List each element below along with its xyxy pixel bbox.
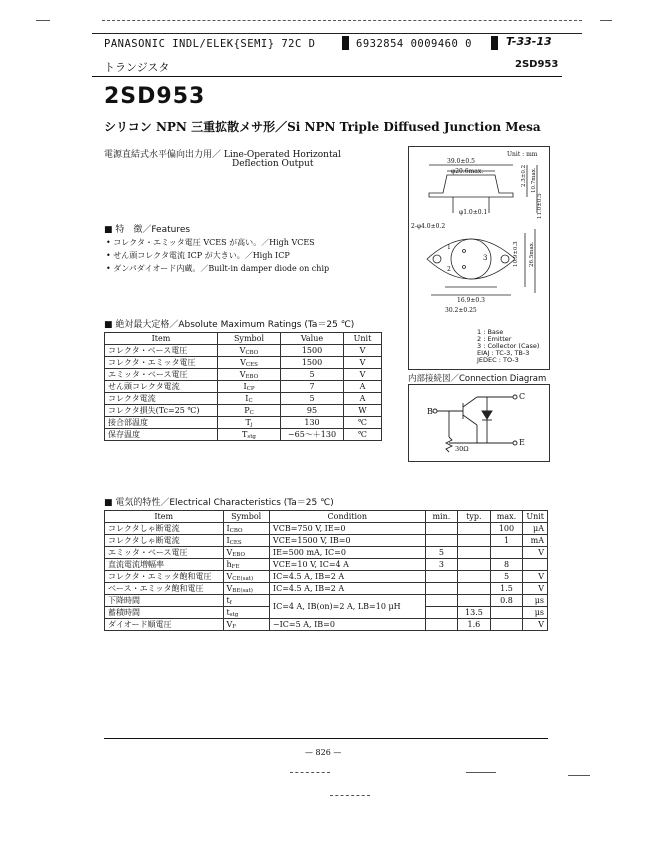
header-rule — [92, 33, 582, 34]
col-value: Value — [281, 333, 344, 345]
scan-mark — [568, 775, 590, 776]
connection-diagram — [408, 384, 550, 462]
cell-item: コレクタしゃ断電流 — [105, 523, 224, 535]
cell-item: コレクタ・ベース電圧 — [105, 345, 218, 357]
cell-condition: IE=500 mA, IC=0 — [269, 547, 425, 559]
symbol-letter: T — [245, 417, 251, 427]
cell-symbol — [223, 607, 269, 619]
symbol-subscript: CBO — [229, 527, 243, 534]
cell-max: 1.5 — [490, 583, 523, 595]
collector-terminal: C — [519, 392, 526, 401]
cell-condition: IC=4.5 A, IB=2 A — [269, 583, 425, 595]
cell-min — [425, 619, 458, 631]
cell-item: コレクタ・エミッタ飽和電圧 — [105, 571, 224, 583]
cell-value: −65～＋130 — [281, 429, 344, 441]
electrical-row — [105, 619, 548, 631]
dim-d8: 10.9±0.3 — [513, 241, 519, 267]
features-heading: ■ 特 徴／Features — [104, 225, 191, 235]
cell-unit: A — [344, 393, 382, 405]
cell-symbol — [218, 381, 281, 393]
abs-max-row — [105, 357, 382, 369]
cell-value: 1500 — [281, 345, 344, 357]
cell-condition: IC=4.5 A, IB=2 A — [269, 571, 425, 583]
cell-value: 7 — [281, 381, 344, 393]
cell-item: コレクタ・エミッタ電圧 — [105, 357, 218, 369]
cell-unit: V — [523, 547, 548, 559]
symbol-letter: I — [226, 523, 230, 533]
scan-mark — [600, 20, 612, 21]
dim-holes: 2-φ4.0±0.2 — [411, 223, 446, 230]
abs-max-row — [105, 405, 382, 417]
symbol-letter: t — [226, 607, 230, 617]
abs-max-row — [105, 417, 382, 429]
dim-d3: 2.3±0.2 — [521, 164, 527, 187]
symbol-letter: t — [226, 595, 230, 605]
unit-label: Unit : mm — [507, 151, 538, 158]
cell-unit: W — [344, 405, 382, 417]
cell-item: 蓄積時間 — [105, 607, 224, 619]
cell-symbol — [223, 619, 269, 631]
electrical-table — [104, 510, 548, 631]
cell-min — [425, 535, 458, 547]
symbol-subscript: CES — [245, 361, 258, 368]
cell-typ — [458, 547, 491, 559]
col-condition: Condition — [269, 511, 425, 523]
cell-max: 1 — [490, 535, 523, 547]
cell-typ — [458, 583, 491, 595]
col-item: Item — [105, 511, 224, 523]
abs-max-row — [105, 369, 382, 381]
part-number: 2SD953 — [104, 84, 206, 109]
device-subtitle: シリコン NPN 三重拡散メサ形／Si NPN Triple Diffused Junction Mesa — [104, 120, 541, 134]
cell-symbol — [223, 571, 269, 583]
symbol-subscript: stg — [229, 611, 239, 618]
scan-mark — [36, 20, 50, 21]
dim-width: 39.0±0.5 — [447, 158, 475, 165]
pin-2-text: 2 : Emitter — [477, 335, 512, 343]
cell-unit: V — [344, 369, 382, 381]
pin-3-text: 3 : Collector (Case) — [477, 342, 540, 350]
cell-unit: V — [523, 571, 548, 583]
cell-condition: −IC=5 A, IB=0 — [269, 619, 425, 631]
dim-d10: 16.9±0.3 — [457, 297, 485, 304]
symbol-subscript: CBO — [245, 349, 259, 356]
symbol-subscript: F — [232, 623, 237, 630]
cell-symbol — [218, 429, 281, 441]
cell-typ — [458, 523, 491, 535]
electrical-row — [105, 583, 548, 595]
symbol-subscript: BE(sat) — [232, 587, 253, 594]
page-number: — 826 — — [305, 748, 342, 757]
cell-item: 下降時間 — [105, 595, 224, 607]
pin-label-1: 1 — [447, 244, 451, 251]
col-min: min. — [425, 511, 458, 523]
symbol-letter: V — [239, 369, 246, 379]
cell-unit: ℃ — [344, 417, 382, 429]
cell-max — [490, 619, 523, 631]
dim-d5: 11.0±0.5 — [537, 193, 543, 219]
cell-symbol — [223, 535, 269, 547]
dim-pin-dia: φ1.0±0.1 — [459, 209, 488, 216]
electrical-row — [105, 571, 548, 583]
symbol-letter: V — [226, 583, 233, 593]
header-left: PANASONIC INDL/ELEK{SEMI} 72C D — [104, 38, 316, 50]
cell-max: 100 — [490, 523, 523, 535]
cell-symbol — [223, 559, 269, 571]
symbol-letter: I — [226, 535, 230, 545]
scan-line — [102, 20, 582, 21]
cell-unit: V — [523, 583, 548, 595]
pin-assignments — [477, 329, 539, 364]
pin-label-3: 3 — [483, 254, 488, 262]
cell-unit: V — [344, 357, 382, 369]
cell-unit: V — [523, 619, 548, 631]
cell-unit — [523, 559, 548, 571]
cell-item: 直流電流増幅率 — [105, 559, 224, 571]
cell-value: 5 — [281, 369, 344, 381]
cell-min: 3 — [425, 559, 458, 571]
cell-item: せん頭コレクタ電流 — [105, 381, 218, 393]
cell-unit: μA — [523, 523, 548, 535]
jedec-text: JEDEC : TO-3 — [477, 356, 519, 364]
header-block — [342, 36, 349, 50]
col-item: Item — [105, 333, 218, 345]
dim-d4: 10.7max. — [531, 167, 537, 193]
pin-1-text: 1 : Base — [477, 328, 504, 336]
connection-heading: 内部接続図／Connection Diagram — [408, 374, 547, 384]
abs-max-row — [105, 429, 382, 441]
part-number-small: 2SD953 — [515, 59, 559, 70]
schematic — [409, 385, 549, 461]
cell-unit: V — [344, 345, 382, 357]
title-rule — [92, 76, 562, 77]
symbol-letter: I — [243, 381, 247, 391]
col-symbol: Symbol — [218, 333, 281, 345]
cell-item: ダイオード順電圧 — [105, 619, 224, 631]
symbol-subscript: f — [229, 599, 232, 606]
cell-typ — [458, 559, 491, 571]
abs-max-row — [105, 345, 382, 357]
cell-symbol — [223, 583, 269, 595]
abs-max-table — [104, 332, 382, 441]
feature-item: • コレクタ・エミッタ電圧 VCES が高い。／High VCES — [106, 238, 315, 247]
header-mid: 6932854 0009460 0 — [356, 38, 472, 50]
feature-item: • ダンパダイオード内蔵。／Built-in damper diode on chip — [106, 264, 330, 273]
cell-item: コレクタ電流 — [105, 393, 218, 405]
abs-max-heading: ■ 絶対最大定格／Absolute Maximum Ratings (Ta＝25 ℃) — [104, 320, 355, 330]
col-unit: Unit — [344, 333, 382, 345]
symbol-letter: V — [226, 619, 233, 629]
cell-item: コレクタしゃ断電流 — [105, 535, 224, 547]
cell-symbol — [223, 547, 269, 559]
electrical-row — [105, 547, 548, 559]
symbol-subscript: CES — [229, 539, 242, 546]
symbol-subscript: j — [250, 421, 253, 428]
cell-max — [490, 547, 523, 559]
dim-diameter: φ20.6max. — [451, 168, 484, 175]
cell-unit: μs — [523, 595, 548, 607]
header-block — [491, 36, 498, 50]
symbol-letter: V — [240, 357, 246, 367]
cell-condition: IC=4 A, IB(on)=2 A, LB=10 μH — [269, 595, 425, 619]
cell-item: コレクタ損失(Tc=25 ℃) — [105, 405, 218, 417]
cell-max: 5 — [490, 571, 523, 583]
col-typ: typ. — [458, 511, 491, 523]
cell-min — [425, 595, 458, 607]
symbol-subscript: stg — [247, 433, 256, 440]
symbol-letter: h — [226, 559, 232, 569]
symbol-subscript: EBO — [245, 373, 259, 380]
cell-typ: 13.5 — [458, 607, 491, 619]
cell-typ: 1.6 — [458, 619, 491, 631]
feature-item: • せん頭コレクタ電流 ICP が大きい。／High ICP — [106, 251, 290, 260]
cell-condition: VCE=1500 V, IB=0 — [269, 535, 425, 547]
symbol-letter: V — [226, 547, 233, 557]
cell-typ — [458, 571, 491, 583]
footer-rule — [104, 738, 548, 739]
electrical-row — [105, 559, 548, 571]
cell-symbol — [223, 523, 269, 535]
cell-unit: μs — [523, 607, 548, 619]
application-line-2: Deflection Output — [232, 159, 314, 169]
header-right: T-33-13 — [506, 35, 552, 48]
cell-unit: ℃ — [344, 429, 382, 441]
scan-mark — [330, 795, 370, 796]
col-unit: Unit — [523, 511, 548, 523]
cell-item: エミッタ・ベース電圧 — [105, 547, 224, 559]
cell-typ — [458, 595, 491, 607]
electrical-row — [105, 535, 548, 547]
electrical-row — [105, 595, 548, 607]
cell-max: 0.8 — [490, 595, 523, 607]
cell-max — [490, 607, 523, 619]
col-symbol: Symbol — [223, 511, 269, 523]
features-list — [106, 236, 329, 275]
symbol-subscript: C — [249, 409, 254, 416]
category-label: トランジスタ — [104, 61, 170, 74]
abs-max-row — [105, 393, 382, 405]
eiaj-text: EIAJ : TC-3, TB-3 — [477, 349, 530, 357]
cell-item: ベース・エミッタ飽和電圧 — [105, 583, 224, 595]
cell-symbol — [218, 417, 281, 429]
cell-symbol — [218, 345, 281, 357]
symbol-subscript: EBO — [232, 551, 245, 558]
electrical-row — [105, 523, 548, 535]
abs-max-row — [105, 381, 382, 393]
cell-symbol — [218, 369, 281, 381]
cell-unit: A — [344, 381, 382, 393]
cell-condition: VCE=10 V, IC=4 A — [269, 559, 425, 571]
cell-min — [425, 607, 458, 619]
cell-symbol — [218, 357, 281, 369]
pin-label-2: 2 — [447, 266, 451, 273]
symbol-letter: T — [242, 429, 248, 439]
symbol-subscript: FE — [231, 563, 240, 570]
cell-item: 接合部温度 — [105, 417, 218, 429]
symbol-letter: V — [239, 345, 246, 355]
cell-min — [425, 583, 458, 595]
symbol-letter: V — [226, 571, 233, 581]
cell-condition: VCB=750 V, IE=0 — [269, 523, 425, 535]
symbol-subscript: CE(sat) — [232, 575, 254, 582]
package-drawing — [408, 146, 550, 370]
cell-item: 保存温度 — [105, 429, 218, 441]
electrical-heading: ■ 電気的特性／Electrical Characteristics (Ta＝25 ℃) — [104, 498, 334, 508]
cell-value: 130 — [281, 417, 344, 429]
cell-value: 5 — [281, 393, 344, 405]
emitter-terminal: E — [519, 438, 525, 447]
col-max: max. — [490, 511, 523, 523]
application-line-1: 電源直結式水平偏向出力用／ Line-Operated Horizontal — [104, 150, 341, 160]
cell-value: 95 — [281, 405, 344, 417]
scan-mark — [466, 772, 496, 773]
cell-min — [425, 523, 458, 535]
symbol-subscript: CP — [246, 385, 255, 392]
symbol-letter: I — [245, 393, 249, 403]
cell-min — [425, 571, 458, 583]
cell-typ — [458, 535, 491, 547]
dim-d11: 30.2±0.25 — [445, 307, 477, 314]
scan-mark — [290, 772, 330, 773]
cell-min: 5 — [425, 547, 458, 559]
dim-d9: 26.5max. — [529, 241, 535, 267]
cell-symbol — [218, 405, 281, 417]
cell-max: 8 — [490, 559, 523, 571]
symbol-letter: P — [244, 405, 250, 415]
symbol-subscript: C — [248, 397, 253, 404]
cell-item: エミッタ・ベース電圧 — [105, 369, 218, 381]
cell-symbol — [223, 595, 269, 607]
base-terminal: B — [427, 407, 433, 416]
resistor-label: 30Ω — [455, 445, 469, 453]
cell-unit: mA — [523, 535, 548, 547]
cell-symbol — [218, 393, 281, 405]
cell-value: 1500 — [281, 357, 344, 369]
